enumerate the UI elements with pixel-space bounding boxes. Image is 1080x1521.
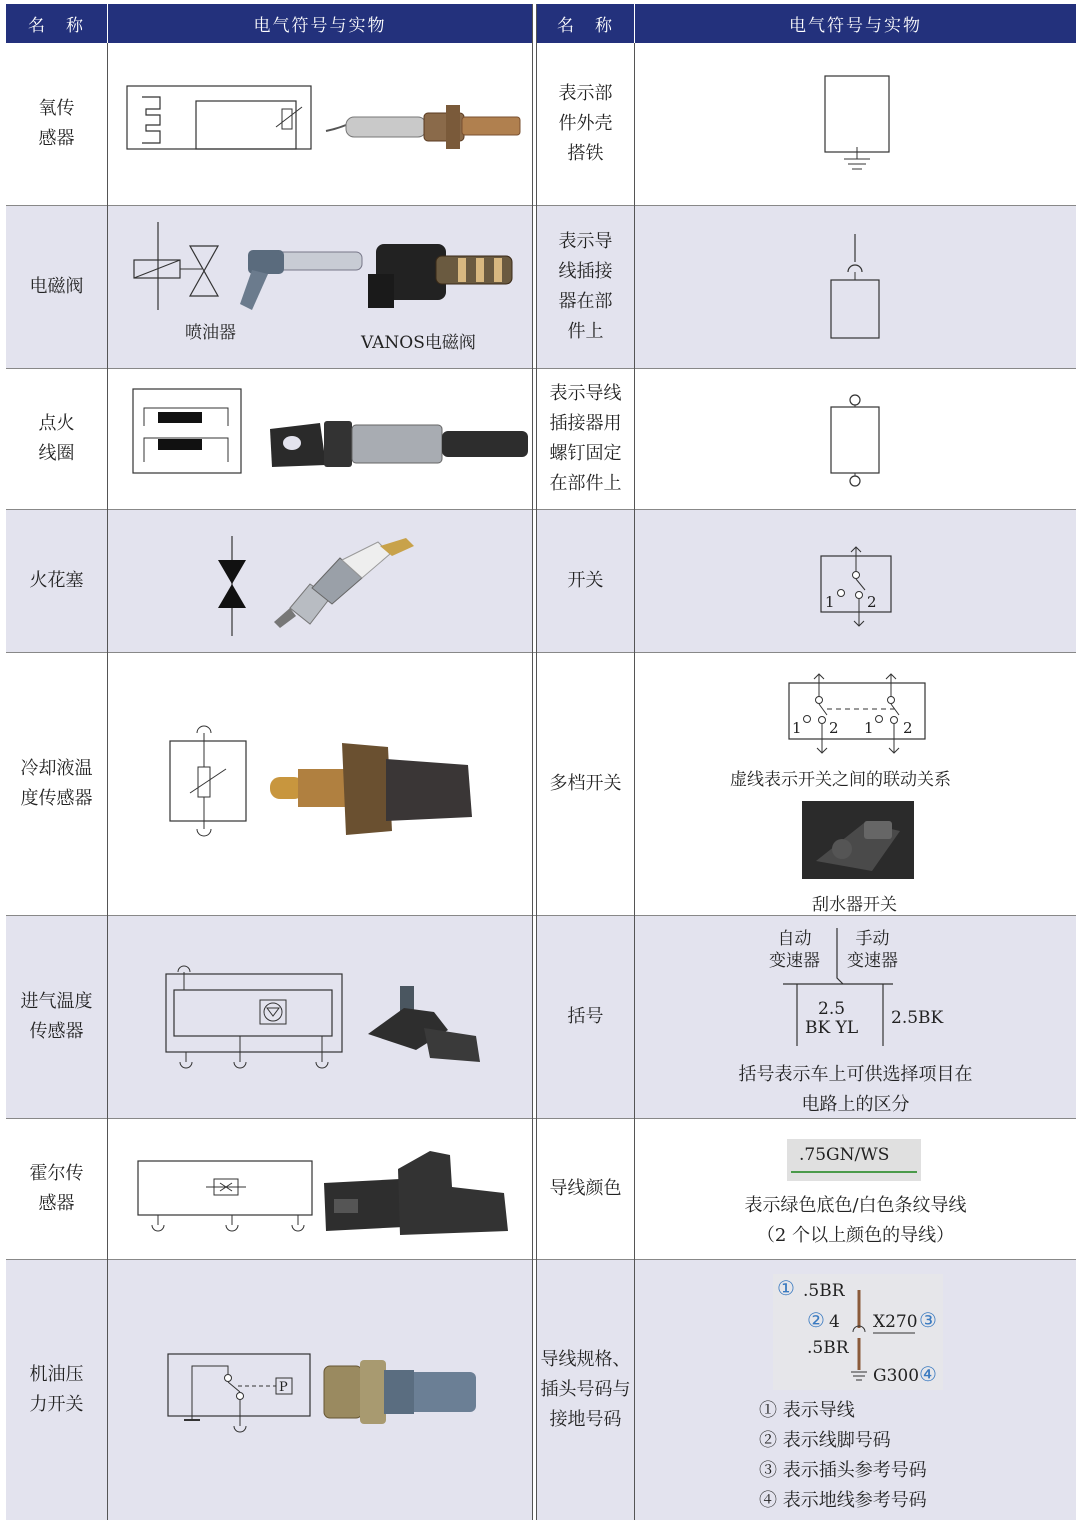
oil-pressure-switch-label: 机油压 力开关: [6, 1260, 107, 1520]
wire-spec-connector: X270: [873, 1312, 918, 1332]
oil-pressure-switch-photo: [320, 1356, 480, 1428]
intake-temp-sensor-symbol: [164, 964, 344, 1068]
intake-temp-sensor-label: 进气温度 传感器: [6, 916, 107, 1118]
wire-spec-legend-4: ④ 表示地线参考号码: [759, 1490, 927, 1511]
header-name-left: 名 称: [6, 4, 107, 43]
switch-cell: [635, 510, 1076, 652]
wire-spec-size-1: .5BR: [803, 1281, 845, 1301]
svg-text:P: P: [279, 1380, 288, 1395]
table-row: [6, 1260, 1076, 1520]
wire-color-code: .75GN/WS: [799, 1145, 890, 1165]
table-row: [6, 369, 1076, 509]
multi-switch-label: 多档开关: [549, 773, 622, 794]
hall-sensor-cell: [108, 1119, 532, 1259]
coolant-temp-sensor-label: 冷却液温 度传感器: [20, 758, 93, 809]
wire-spec-legend-2: ② 表示线脚号码: [759, 1430, 891, 1451]
wire-spec-marker-4: ④: [919, 1362, 937, 1386]
vanos-photo: [366, 240, 516, 312]
ignition-coil-photo: [266, 413, 530, 475]
oil-pressure-switch-symbol: [166, 1352, 312, 1434]
hall-sensor-label: 霍尔传 感器: [29, 1163, 84, 1214]
wire-spec-marker-2: ②: [807, 1308, 825, 1332]
injector-photo: [238, 244, 362, 314]
multi-switch-symbol: [787, 671, 927, 755]
wire-spec-legend-1: ① 表示导线: [759, 1400, 855, 1421]
spark-plug-symbol: [216, 536, 248, 636]
ignition-coil-cell: [108, 369, 532, 509]
multi-switch-pin2a-label: 2: [829, 719, 839, 737]
wire-spec-cell: [635, 1260, 1076, 1520]
bracket-auto-label: 自动 变速器: [769, 929, 820, 971]
table-row: [6, 653, 1076, 915]
wire-spec-legend-3: ③ 表示插头参考号码: [759, 1460, 927, 1481]
wire-color-cell: [635, 1119, 1076, 1259]
hall-sensor-photo: [320, 1147, 510, 1239]
wire-spec-marker-1: ①: [777, 1276, 795, 1300]
wire-spec-label: 导线规格、 插头号码与 接地号码: [537, 1260, 634, 1520]
bracket-caption: 括号表示车上可供选择项目在 电路上的区分: [738, 1064, 973, 1115]
coolant-temp-sensor-photo: [268, 739, 474, 839]
hall-sensor-symbol: [136, 1159, 314, 1235]
wire-spec-pin: 4: [829, 1312, 840, 1332]
spark-plug-label: 火花塞: [6, 510, 107, 652]
screwed-connector-label: 表示导线 插接器用 螺钉固定 在部件上: [549, 383, 622, 494]
wiper-switch-caption: 刮水器开关: [812, 895, 897, 915]
housing-ground-cell: [635, 43, 1076, 205]
wire-spec-size-2: .5BR: [807, 1338, 849, 1358]
solenoid-symbol: [132, 222, 222, 314]
bracket-label: 括号: [537, 916, 634, 1118]
header-name-right: 名 称: [537, 4, 634, 43]
housing-ground-label: 表示部 件外壳 搭铁: [558, 83, 613, 164]
ignition-coil-symbol: [132, 388, 242, 474]
ignition-coil-label: 点火 线圈: [38, 413, 75, 464]
multi-switch-pin1b-label: 1: [864, 719, 874, 737]
wire-color-sample: [787, 1139, 921, 1181]
multi-switch-pin1a-label: 1: [792, 719, 802, 737]
table-row: [6, 43, 1076, 205]
screwed-connector-cell: [635, 369, 1076, 509]
solenoid-cell: [108, 206, 532, 368]
coolant-temp-sensor-symbol: [168, 723, 248, 839]
multi-switch-pin2b-label: 2: [903, 719, 913, 737]
wire-color-label: 导线颜色: [549, 1178, 622, 1199]
table-row: [6, 916, 1076, 1118]
bracket-cell: [635, 916, 1076, 1118]
bracket-manual-label: 手动 变速器: [847, 929, 898, 971]
switch-pin1-label: 1: [825, 593, 835, 611]
bracket-manual-wire-label: 2.5BK: [891, 1008, 944, 1028]
injector-caption: 喷油器: [185, 323, 236, 343]
oxygen-sensor-label: 氧传 感器: [38, 98, 75, 149]
housing-ground-symbol: [824, 75, 890, 175]
coolant-temp-sensor-cell: [108, 653, 532, 915]
solenoid-label: 电磁阀: [6, 206, 107, 368]
switch-pin2-label: 2: [867, 593, 877, 611]
spark-plug-cell: [108, 510, 532, 652]
multi-switch-cell: [635, 653, 1076, 915]
wire-spec-marker-3: ③: [919, 1308, 937, 1332]
screwed-connector-symbol: [829, 393, 881, 485]
table-row: [6, 206, 1076, 368]
vanos-caption: VANOS电磁阀: [361, 333, 476, 353]
switch-label: 开关: [537, 510, 634, 652]
wire-spec-diagram: [773, 1274, 943, 1390]
table-row: [6, 510, 1076, 652]
wire-spec-ground: G300: [873, 1366, 920, 1386]
connector-on-part-cell: [635, 206, 1076, 368]
multi-switch-caption: 虚线表示开关之间的联动关系: [730, 770, 951, 790]
spark-plug-photo: [270, 538, 420, 630]
oxygen-sensor-symbol: [126, 85, 312, 151]
oxygen-sensor-cell: [108, 43, 532, 205]
switch-symbol: [819, 546, 895, 628]
wire-color-caption: 表示绿色底色/白色条纹导线 （2 个以上颜色的导线）: [744, 1195, 967, 1246]
header-symbol-right: 电气符号与实物: [635, 4, 1076, 43]
connector-on-part-label: 表示导 线插接 器在部 件上: [537, 206, 634, 368]
intake-temp-sensor-photo: [364, 982, 484, 1068]
header-symbol-left: 电气符号与实物: [108, 4, 532, 43]
wiper-switch-photo: [802, 801, 914, 879]
bracket-auto-wire-label: 2.5 BK YL: [805, 999, 859, 1038]
table-row: [6, 1119, 1076, 1259]
oil-pressure-switch-cell: [108, 1260, 532, 1520]
connector-on-part-symbol: [829, 234, 881, 340]
oxygen-sensor-photo: [326, 103, 522, 151]
intake-temp-sensor-cell: [108, 916, 532, 1118]
